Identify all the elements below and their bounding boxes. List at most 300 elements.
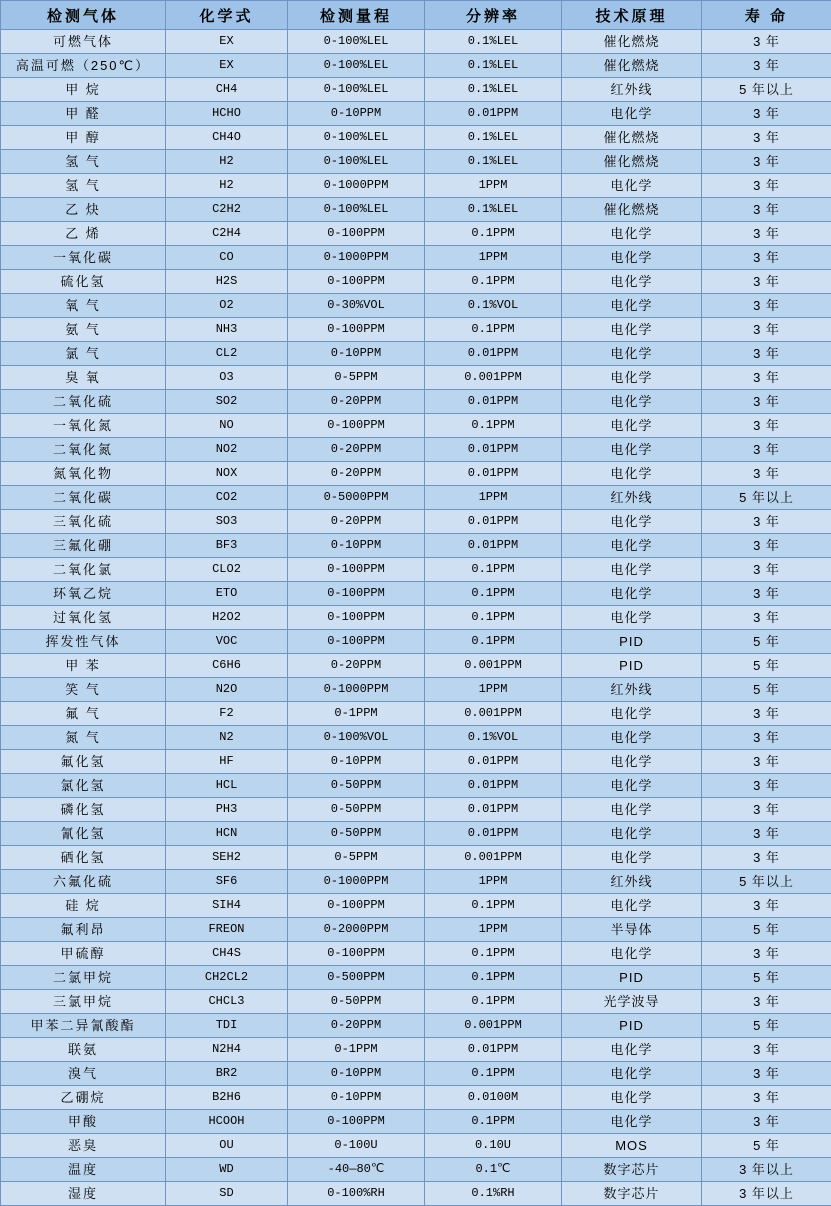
cell-principle: 电化学 bbox=[562, 1110, 702, 1134]
table-row bbox=[1, 126, 831, 150]
table-row bbox=[1, 150, 831, 174]
cell-life: 3 年 bbox=[702, 558, 831, 582]
cell-resolution: 0.1PPM bbox=[425, 270, 562, 294]
cell-formula: O3 bbox=[166, 366, 288, 390]
cell-range: 0-1000PPM bbox=[288, 870, 425, 894]
table-row bbox=[1, 966, 831, 990]
cell-principle: 催化燃烧 bbox=[562, 126, 702, 150]
cell-resolution: 0.001PPM bbox=[425, 654, 562, 678]
table-row bbox=[1, 822, 831, 846]
cell-range: 0-20PPM bbox=[288, 1014, 425, 1038]
cell-principle: 数字芯片 bbox=[562, 1182, 702, 1206]
table-row bbox=[1, 54, 831, 78]
cell-life: 3 年 bbox=[702, 942, 831, 966]
table-row bbox=[1, 678, 831, 702]
cell-range: 0-50PPM bbox=[288, 798, 425, 822]
cell-principle: 电化学 bbox=[562, 894, 702, 918]
cell-resolution: 0.1%LEL bbox=[425, 198, 562, 222]
cell-resolution: 0.01PPM bbox=[425, 1038, 562, 1062]
cell-principle: 半导体 bbox=[562, 918, 702, 942]
cell-formula: SF6 bbox=[166, 870, 288, 894]
table-row bbox=[1, 462, 831, 486]
cell-principle: 电化学 bbox=[562, 294, 702, 318]
cell-resolution: 0.1PPM bbox=[425, 318, 562, 342]
cell-range: 0-100%LEL bbox=[288, 198, 425, 222]
table-row bbox=[1, 270, 831, 294]
cell-formula: CH4 bbox=[166, 78, 288, 102]
cell-gas-name: 氯化氢 bbox=[1, 774, 166, 798]
table-row bbox=[1, 510, 831, 534]
cell-gas-name: 氢 气 bbox=[1, 174, 166, 198]
table-row bbox=[1, 846, 831, 870]
cell-gas-name: 二氧化碳 bbox=[1, 486, 166, 510]
cell-life: 3 年 bbox=[702, 102, 831, 126]
cell-life: 3 年 bbox=[702, 534, 831, 558]
cell-range: 0-1PPM bbox=[288, 1038, 425, 1062]
table-row bbox=[1, 1134, 831, 1158]
cell-gas-name: 三氟化硼 bbox=[1, 534, 166, 558]
cell-range: 0-100%LEL bbox=[288, 78, 425, 102]
cell-resolution: 0.1PPM bbox=[425, 942, 562, 966]
cell-life: 3 年 bbox=[702, 510, 831, 534]
cell-principle: 电化学 bbox=[562, 510, 702, 534]
cell-life: 3 年 bbox=[702, 342, 831, 366]
cell-formula: PH3 bbox=[166, 798, 288, 822]
table-row bbox=[1, 1062, 831, 1086]
cell-life: 3 年 bbox=[702, 726, 831, 750]
cell-resolution: 1PPM bbox=[425, 174, 562, 198]
cell-resolution: 0.10U bbox=[425, 1134, 562, 1158]
table-row bbox=[1, 702, 831, 726]
cell-resolution: 0.001PPM bbox=[425, 366, 562, 390]
cell-principle: 电化学 bbox=[562, 702, 702, 726]
cell-range: 0-100PPM bbox=[288, 894, 425, 918]
cell-life: 3 年 bbox=[702, 438, 831, 462]
cell-life: 3 年 bbox=[702, 1086, 831, 1110]
cell-range: 0-100%RH bbox=[288, 1182, 425, 1206]
cell-life: 5 年 bbox=[702, 630, 831, 654]
cell-life: 3 年 bbox=[702, 30, 831, 54]
cell-formula: CL2 bbox=[166, 342, 288, 366]
cell-principle: 电化学 bbox=[562, 798, 702, 822]
cell-life: 3 年 bbox=[702, 54, 831, 78]
cell-range: 0-5PPM bbox=[288, 846, 425, 870]
cell-gas-name: 二氯甲烷 bbox=[1, 966, 166, 990]
cell-gas-name: 硫化氢 bbox=[1, 270, 166, 294]
cell-range: 0-100U bbox=[288, 1134, 425, 1158]
cell-range: 0-100PPM bbox=[288, 606, 425, 630]
table-row bbox=[1, 30, 831, 54]
cell-gas-name: 甲酸 bbox=[1, 1110, 166, 1134]
cell-gas-name: 乙 烯 bbox=[1, 222, 166, 246]
cell-resolution: 0.01PPM bbox=[425, 438, 562, 462]
cell-principle: 光学波导 bbox=[562, 990, 702, 1014]
cell-gas-name: 甲 烷 bbox=[1, 78, 166, 102]
cell-life: 5 年 bbox=[702, 966, 831, 990]
table-row bbox=[1, 486, 831, 510]
cell-gas-name: 环氧乙烷 bbox=[1, 582, 166, 606]
cell-principle: 红外线 bbox=[562, 870, 702, 894]
cell-formula: HCOOH bbox=[166, 1110, 288, 1134]
cell-resolution: 1PPM bbox=[425, 246, 562, 270]
cell-formula: HCL bbox=[166, 774, 288, 798]
table-row bbox=[1, 246, 831, 270]
cell-principle: 催化燃烧 bbox=[562, 198, 702, 222]
cell-gas-name: 挥发性气体 bbox=[1, 630, 166, 654]
cell-principle: 电化学 bbox=[562, 270, 702, 294]
cell-range: 0-100%VOL bbox=[288, 726, 425, 750]
cell-range: 0-100%LEL bbox=[288, 30, 425, 54]
cell-formula: BR2 bbox=[166, 1062, 288, 1086]
cell-gas-name: 氟 气 bbox=[1, 702, 166, 726]
cell-formula: VOC bbox=[166, 630, 288, 654]
table-row bbox=[1, 750, 831, 774]
cell-resolution: 0.01PPM bbox=[425, 798, 562, 822]
cell-formula: OU bbox=[166, 1134, 288, 1158]
cell-gas-name: 臭 氧 bbox=[1, 366, 166, 390]
cell-range: 0-100PPM bbox=[288, 318, 425, 342]
cell-life: 3 年 bbox=[702, 774, 831, 798]
cell-life: 3 年 bbox=[702, 702, 831, 726]
table-row bbox=[1, 774, 831, 798]
cell-principle: 电化学 bbox=[562, 1062, 702, 1086]
table-row bbox=[1, 294, 831, 318]
column-header-gas: 检测气体 bbox=[1, 1, 166, 30]
cell-gas-name: 六氟化硫 bbox=[1, 870, 166, 894]
cell-resolution: 0.1%LEL bbox=[425, 150, 562, 174]
cell-life: 3 年 bbox=[702, 1062, 831, 1086]
cell-formula: WD bbox=[166, 1158, 288, 1182]
cell-principle: 电化学 bbox=[562, 318, 702, 342]
cell-resolution: 0.1PPM bbox=[425, 990, 562, 1014]
cell-formula: C2H2 bbox=[166, 198, 288, 222]
cell-formula: NO bbox=[166, 414, 288, 438]
cell-resolution: 0.1%LEL bbox=[425, 30, 562, 54]
cell-life: 3 年 bbox=[702, 174, 831, 198]
cell-formula: CHCL3 bbox=[166, 990, 288, 1014]
cell-range: 0-10PPM bbox=[288, 534, 425, 558]
cell-gas-name: 甲 苯 bbox=[1, 654, 166, 678]
cell-principle: 电化学 bbox=[562, 1038, 702, 1062]
column-header-resolution: 分辨率 bbox=[425, 1, 562, 30]
cell-formula: HCN bbox=[166, 822, 288, 846]
cell-range: 0-100PPM bbox=[288, 582, 425, 606]
cell-principle: 催化燃烧 bbox=[562, 150, 702, 174]
cell-resolution: 0.1PPM bbox=[425, 966, 562, 990]
cell-resolution: 0.001PPM bbox=[425, 846, 562, 870]
cell-life: 3 年 bbox=[702, 294, 831, 318]
cell-formula: HCHO bbox=[166, 102, 288, 126]
cell-principle: 电化学 bbox=[562, 390, 702, 414]
table-row bbox=[1, 414, 831, 438]
cell-life: 3 年 bbox=[702, 270, 831, 294]
cell-resolution: 0.1PPM bbox=[425, 414, 562, 438]
table-body bbox=[1, 30, 831, 1206]
cell-resolution: 0.001PPM bbox=[425, 1014, 562, 1038]
cell-principle: 电化学 bbox=[562, 414, 702, 438]
cell-resolution: 1PPM bbox=[425, 870, 562, 894]
cell-principle: 红外线 bbox=[562, 78, 702, 102]
cell-formula: CO2 bbox=[166, 486, 288, 510]
cell-formula: SD bbox=[166, 1182, 288, 1206]
cell-life: 5 年 bbox=[702, 1134, 831, 1158]
cell-formula: CH4O bbox=[166, 126, 288, 150]
cell-range: -40—80℃ bbox=[288, 1158, 425, 1182]
table-row bbox=[1, 318, 831, 342]
cell-life: 3 年 bbox=[702, 150, 831, 174]
cell-gas-name: 硒化氢 bbox=[1, 846, 166, 870]
cell-life: 3 年 bbox=[702, 798, 831, 822]
cell-formula: O2 bbox=[166, 294, 288, 318]
cell-life: 3 年 bbox=[702, 846, 831, 870]
cell-principle: 电化学 bbox=[562, 942, 702, 966]
cell-principle: 催化燃烧 bbox=[562, 54, 702, 78]
cell-range: 0-1000PPM bbox=[288, 174, 425, 198]
cell-life: 3 年 bbox=[702, 366, 831, 390]
cell-life: 3 年 bbox=[702, 750, 831, 774]
cell-range: 0-100%LEL bbox=[288, 126, 425, 150]
table-row bbox=[1, 438, 831, 462]
cell-life: 3 年 bbox=[702, 990, 831, 1014]
cell-formula: HF bbox=[166, 750, 288, 774]
cell-resolution: 0.01PPM bbox=[425, 462, 562, 486]
table-row bbox=[1, 1014, 831, 1038]
cell-resolution: 0.1PPM bbox=[425, 222, 562, 246]
table-row bbox=[1, 342, 831, 366]
table-row bbox=[1, 606, 831, 630]
cell-formula: BF3 bbox=[166, 534, 288, 558]
cell-gas-name: 笑 气 bbox=[1, 678, 166, 702]
column-header-principle: 技术原理 bbox=[562, 1, 702, 30]
cell-life: 3 年 bbox=[702, 126, 831, 150]
cell-range: 0-1000PPM bbox=[288, 246, 425, 270]
cell-resolution: 0.1PPM bbox=[425, 582, 562, 606]
cell-life: 3 年 bbox=[702, 822, 831, 846]
table-row bbox=[1, 1158, 831, 1182]
cell-range: 0-100%LEL bbox=[288, 54, 425, 78]
header-row bbox=[1, 1, 831, 30]
cell-range: 0-5000PPM bbox=[288, 486, 425, 510]
cell-formula: SEH2 bbox=[166, 846, 288, 870]
cell-formula: H2S bbox=[166, 270, 288, 294]
cell-range: 0-20PPM bbox=[288, 510, 425, 534]
cell-principle: 电化学 bbox=[562, 534, 702, 558]
table-row bbox=[1, 366, 831, 390]
cell-principle: 电化学 bbox=[562, 822, 702, 846]
cell-principle: 电化学 bbox=[562, 726, 702, 750]
cell-gas-name: 温度 bbox=[1, 1158, 166, 1182]
table-row bbox=[1, 198, 831, 222]
cell-gas-name: 二氧化氯 bbox=[1, 558, 166, 582]
cell-principle: PID bbox=[562, 966, 702, 990]
cell-principle: 催化燃烧 bbox=[562, 30, 702, 54]
cell-range: 0-500PPM bbox=[288, 966, 425, 990]
column-header-range: 检测量程 bbox=[288, 1, 425, 30]
cell-gas-name: 氯 气 bbox=[1, 342, 166, 366]
cell-formula: C6H6 bbox=[166, 654, 288, 678]
cell-principle: 电化学 bbox=[562, 102, 702, 126]
cell-range: 0-5PPM bbox=[288, 366, 425, 390]
cell-gas-name: 甲硫醇 bbox=[1, 942, 166, 966]
cell-principle: 数字芯片 bbox=[562, 1158, 702, 1182]
cell-resolution: 0.01PPM bbox=[425, 774, 562, 798]
cell-formula: EX bbox=[166, 54, 288, 78]
cell-gas-name: 三氧化硫 bbox=[1, 510, 166, 534]
cell-resolution: 0.1PPM bbox=[425, 558, 562, 582]
cell-formula: N2 bbox=[166, 726, 288, 750]
cell-gas-name: 甲苯二异氰酸酯 bbox=[1, 1014, 166, 1038]
cell-principle: 电化学 bbox=[562, 462, 702, 486]
cell-gas-name: 氟化氢 bbox=[1, 750, 166, 774]
cell-range: 0-10PPM bbox=[288, 102, 425, 126]
cell-principle: 电化学 bbox=[562, 606, 702, 630]
cell-gas-name: 一氧化氮 bbox=[1, 414, 166, 438]
cell-formula: H2 bbox=[166, 150, 288, 174]
cell-life: 5 年 bbox=[702, 678, 831, 702]
column-header-life: 寿 命 bbox=[702, 1, 831, 30]
cell-formula: N2H4 bbox=[166, 1038, 288, 1062]
cell-range: 0-1000PPM bbox=[288, 678, 425, 702]
cell-gas-name: 湿度 bbox=[1, 1182, 166, 1206]
table-row bbox=[1, 942, 831, 966]
cell-principle: 电化学 bbox=[562, 846, 702, 870]
cell-principle: MOS bbox=[562, 1134, 702, 1158]
cell-range: 0-30%VOL bbox=[288, 294, 425, 318]
cell-principle: 电化学 bbox=[562, 750, 702, 774]
cell-range: 0-2000PPM bbox=[288, 918, 425, 942]
cell-gas-name: 高温可燃（250℃） bbox=[1, 54, 166, 78]
cell-gas-name: 二氧化氮 bbox=[1, 438, 166, 462]
cell-formula: CLO2 bbox=[166, 558, 288, 582]
cell-resolution: 0.1%LEL bbox=[425, 78, 562, 102]
cell-gas-name: 氮氧化物 bbox=[1, 462, 166, 486]
cell-life: 5 年以上 bbox=[702, 78, 831, 102]
cell-resolution: 0.01PPM bbox=[425, 342, 562, 366]
table-row bbox=[1, 582, 831, 606]
cell-gas-name: 过氧化氢 bbox=[1, 606, 166, 630]
cell-life: 5 年以上 bbox=[702, 486, 831, 510]
cell-gas-name: 三氯甲烷 bbox=[1, 990, 166, 1014]
cell-life: 3 年 bbox=[702, 246, 831, 270]
cell-formula: B2H6 bbox=[166, 1086, 288, 1110]
cell-range: 0-20PPM bbox=[288, 654, 425, 678]
cell-principle: 电化学 bbox=[562, 1086, 702, 1110]
cell-range: 0-10PPM bbox=[288, 1062, 425, 1086]
cell-life: 5 年 bbox=[702, 654, 831, 678]
table-row bbox=[1, 102, 831, 126]
table-row bbox=[1, 726, 831, 750]
cell-range: 0-10PPM bbox=[288, 750, 425, 774]
cell-resolution: 0.01PPM bbox=[425, 822, 562, 846]
cell-formula: H2 bbox=[166, 174, 288, 198]
cell-resolution: 0.1PPM bbox=[425, 606, 562, 630]
table-row bbox=[1, 558, 831, 582]
cell-resolution: 0.0100M bbox=[425, 1086, 562, 1110]
cell-range: 0-100%LEL bbox=[288, 150, 425, 174]
cell-formula: SO2 bbox=[166, 390, 288, 414]
cell-resolution: 0.001PPM bbox=[425, 702, 562, 726]
table-row bbox=[1, 1086, 831, 1110]
cell-gas-name: 甲 醛 bbox=[1, 102, 166, 126]
cell-life: 3 年 bbox=[702, 414, 831, 438]
cell-gas-name: 可燃气体 bbox=[1, 30, 166, 54]
cell-principle: 红外线 bbox=[562, 678, 702, 702]
cell-resolution: 0.01PPM bbox=[425, 390, 562, 414]
cell-range: 0-50PPM bbox=[288, 990, 425, 1014]
cell-resolution: 1PPM bbox=[425, 678, 562, 702]
cell-resolution: 0.1%VOL bbox=[425, 294, 562, 318]
cell-range: 0-100PPM bbox=[288, 630, 425, 654]
cell-gas-name: 一氧化碳 bbox=[1, 246, 166, 270]
cell-gas-name: 甲 醇 bbox=[1, 126, 166, 150]
cell-formula: NH3 bbox=[166, 318, 288, 342]
cell-formula: FREON bbox=[166, 918, 288, 942]
cell-resolution: 0.01PPM bbox=[425, 510, 562, 534]
cell-formula: N2O bbox=[166, 678, 288, 702]
cell-range: 0-1PPM bbox=[288, 702, 425, 726]
cell-formula: F2 bbox=[166, 702, 288, 726]
cell-life: 3 年 bbox=[702, 1110, 831, 1134]
cell-gas-name: 氨 气 bbox=[1, 318, 166, 342]
cell-formula: SO3 bbox=[166, 510, 288, 534]
cell-resolution: 0.1PPM bbox=[425, 894, 562, 918]
table-header bbox=[1, 1, 831, 30]
table-row bbox=[1, 870, 831, 894]
cell-gas-name: 联氨 bbox=[1, 1038, 166, 1062]
cell-life: 3 年 bbox=[702, 318, 831, 342]
cell-formula: NO2 bbox=[166, 438, 288, 462]
cell-range: 0-20PPM bbox=[288, 462, 425, 486]
cell-resolution: 0.1%RH bbox=[425, 1182, 562, 1206]
table-row bbox=[1, 798, 831, 822]
cell-formula: ETO bbox=[166, 582, 288, 606]
table-row bbox=[1, 1110, 831, 1134]
cell-gas-name: 氢 气 bbox=[1, 150, 166, 174]
cell-resolution: 0.01PPM bbox=[425, 534, 562, 558]
cell-principle: 电化学 bbox=[562, 582, 702, 606]
cell-gas-name: 溴气 bbox=[1, 1062, 166, 1086]
cell-principle: 电化学 bbox=[562, 774, 702, 798]
cell-formula: CH2CL2 bbox=[166, 966, 288, 990]
cell-formula: SIH4 bbox=[166, 894, 288, 918]
cell-range: 0-20PPM bbox=[288, 438, 425, 462]
cell-resolution: 0.1%LEL bbox=[425, 54, 562, 78]
cell-principle: 红外线 bbox=[562, 486, 702, 510]
table-row bbox=[1, 1182, 831, 1206]
cell-principle: PID bbox=[562, 654, 702, 678]
cell-resolution: 0.1PPM bbox=[425, 1110, 562, 1134]
cell-range: 0-100PPM bbox=[288, 270, 425, 294]
cell-principle: PID bbox=[562, 1014, 702, 1038]
cell-formula: NOX bbox=[166, 462, 288, 486]
cell-life: 3 年以上 bbox=[702, 1182, 831, 1206]
cell-gas-name: 二氧化硫 bbox=[1, 390, 166, 414]
cell-range: 0-50PPM bbox=[288, 774, 425, 798]
table-row bbox=[1, 534, 831, 558]
cell-principle: 电化学 bbox=[562, 174, 702, 198]
table-row bbox=[1, 78, 831, 102]
table-row bbox=[1, 894, 831, 918]
cell-resolution: 0.01PPM bbox=[425, 102, 562, 126]
table-row bbox=[1, 918, 831, 942]
cell-gas-name: 氰化氢 bbox=[1, 822, 166, 846]
cell-gas-name: 氟利昂 bbox=[1, 918, 166, 942]
cell-life: 5 年 bbox=[702, 918, 831, 942]
cell-life: 3 年 bbox=[702, 462, 831, 486]
cell-range: 0-10PPM bbox=[288, 1086, 425, 1110]
cell-gas-name: 恶臭 bbox=[1, 1134, 166, 1158]
cell-resolution: 0.01PPM bbox=[425, 750, 562, 774]
